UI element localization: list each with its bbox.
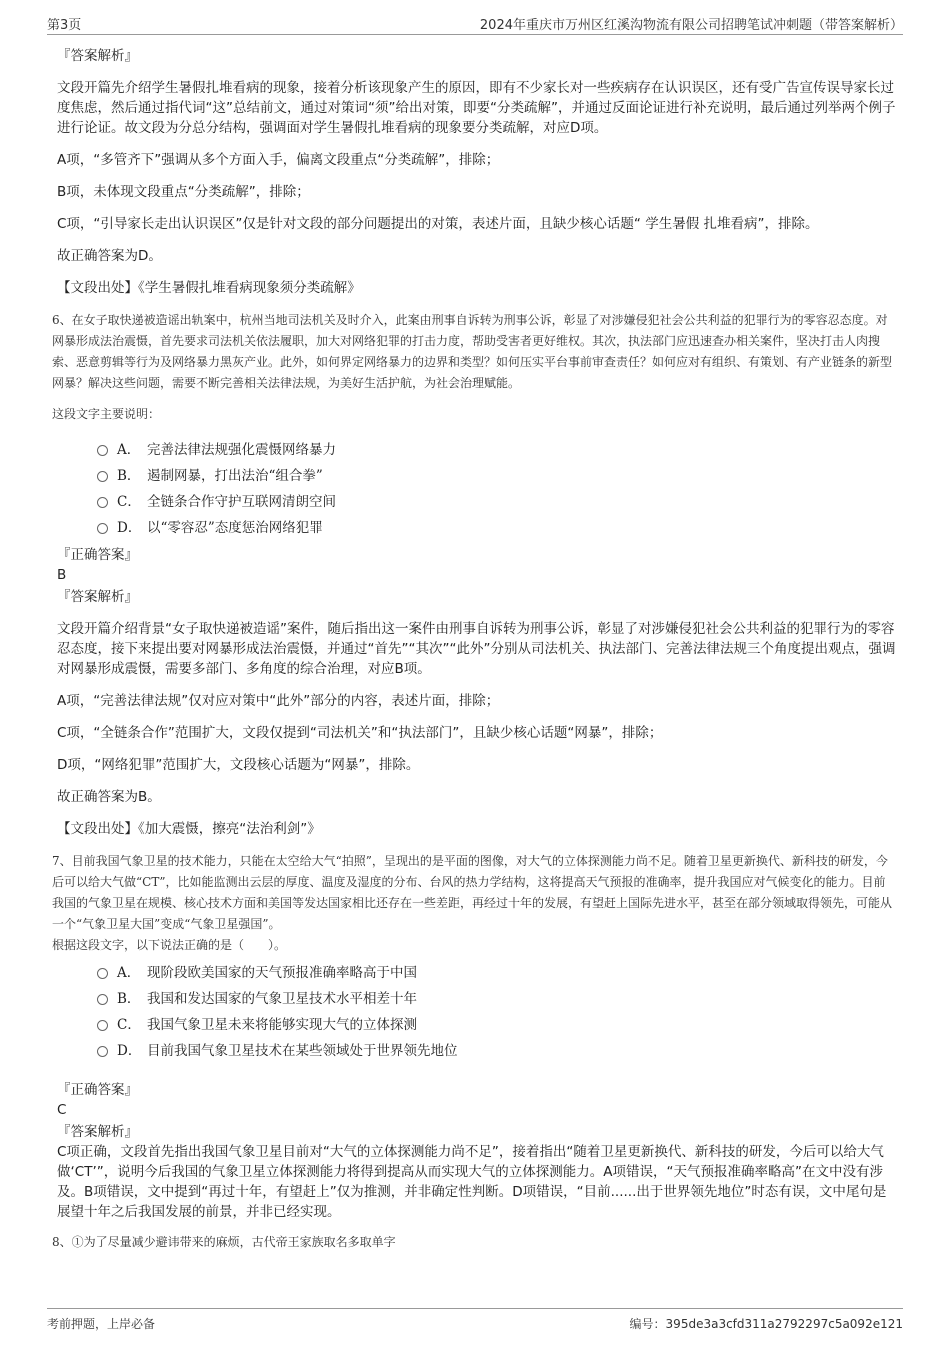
footer-slogan: 考前押题，上岸必备: [47, 1317, 156, 1331]
page-number: 第3页: [47, 18, 82, 33]
q5-analysis-label: 『答案解析』: [57, 48, 138, 64]
q6-analysis-text: 文段开篇介绍背景“女子取快递被造谣”案件，随后指出这一案件由刑事自诉转为刑事公诉，彰显了对涉嫌侵犯社会公共利益的犯罪行为的零容忍态度，接下来提出要对网暴形成法治震慑，并通过“首先”“其次”“此外”分别从司法机关、执法部门、完善法律法规三个角度提出观点，强调对网暴形成震慑，需要多部门、多角度的综合治理，对应B项。: [57, 621, 896, 677]
q6-question: 这段文字主要说明：: [52, 407, 161, 421]
q6-option-b[interactable]: B． 遏制网暴，打出法治“组合拳”: [97, 463, 897, 489]
q6-option-c[interactable]: C． 全链条合作守护互联网清朗空间: [97, 489, 897, 515]
q7-option-a[interactable]: A． 现阶段欧美国家的天气预报准确率略高于中国: [97, 960, 897, 986]
q7-analysis-text: C项正确，文段首先指出我国气象卫星目前对“大气的立体探测能力尚不足”，接着指出“随着卫星更新换代、新科技的研发，今后可以给大气做‘CT’”，说明今后我国的气象卫星立体探测能力将得到提高从而实现大气的立体探测能力。A项错误，“天气预报准确率略高”在文中没有涉及。B项错误，文中提到“再过十年，有望赶上”仅为推测，并非确定性判断。D项错误，“目前......出于世界领先地位”时态有误，文中尾句是展望十年之后我国发展的前景，并非已经实现。: [57, 1144, 887, 1220]
radio-icon[interactable]: [97, 968, 108, 979]
q6-options: [57, 437, 897, 541]
q5-option-a-note: A项，“多管齐下”强调从多个方面入手，偏离文段重点“分类疏解”，排除；: [57, 152, 500, 168]
q7-option-d[interactable]: D． 目前我国气象卫星技术在某些领域处于世界领先地位: [97, 1038, 897, 1064]
radio-icon[interactable]: [97, 1020, 108, 1031]
q6-answer-label: 『正确答案』: [57, 547, 138, 563]
q6-passage: 6、在女子取快递被造谣出轨案中，杭州当地司法机关及时介入，此案由刑事自诉转为刑事公诉，彰显了对涉嫌侵犯社会公共利益的犯罪行为的零容忍态度。对网暴形成法治震慑，首先要求司法机关依法履职，加大对网络犯罪的打击力度，帮助受害者更好维权。其次，执法部门应迅速查办相关案件，坚决打击人肉搜索、恶意剪辑等行为及网络暴力黑灰产业。此外，如何界定网络暴力的边界和类型？如何压实平台事前审查责任？如何应对有组织、有策划、有产业链条的新型网暴？解决这些问题，需要不断完善相关法律法规，为美好生活护航，为社会治理赋能。: [52, 313, 893, 390]
q6-answer: B: [57, 567, 67, 583]
radio-icon[interactable]: [97, 471, 108, 482]
page-header: [47, 12, 903, 35]
q5-option-c-note: C项，“引导家长走出认识误区”仅是针对文段的部分问题提出的对策，表述片面，且缺少核心话题“ 学生暑假 扎堆看病”，排除。: [57, 216, 819, 232]
document-code: 编号：395de3a3cfd311a2792297c5a092e121: [629, 1317, 903, 1331]
q6-option-d-note: D项，“网络犯罪”范围扩大，文段核心话题为“网暴”，排除。: [57, 757, 420, 773]
q8-passage: 8、①为了尽量减少避讳带来的麻烦，古代帝王家族取名多取单字: [52, 1235, 396, 1249]
q6-analysis-label: 『答案解析』: [57, 589, 138, 605]
page-content: [52, 40, 897, 1253]
q7-analysis-label: 『答案解析』: [57, 1124, 138, 1140]
radio-icon[interactable]: [97, 445, 108, 456]
radio-icon[interactable]: [97, 1046, 108, 1057]
radio-icon[interactable]: [97, 994, 108, 1005]
q5-option-b-note: B项，未体现文段重点“分类疏解”，排除；: [57, 184, 310, 200]
radio-icon[interactable]: [97, 523, 108, 534]
q6-option-a-note: A项，“完善法律法规”仅对应对策中“此外”部分的内容，表述片面，排除；: [57, 693, 500, 709]
document-title: 2024年重庆市万州区红溪沟物流有限公司招聘笔试冲刺题（带答案解析）: [479, 18, 903, 33]
q5-analysis-text: 文段开篇先介绍学生暑假扎堆看病的现象，接着分析该现象产生的原因，即有不少家长对一些疾病存在认识误区，还有受广告宣传误导家长过度焦虑，然后通过指代词“这”总结前文，通过对策词“须”给出对策，即要“分类疏解”，并通过反面论证进行补充说明，最后通过列举两个例子进行论证。故文段为分总分结构，强调面对学生暑假扎堆看病的现象要分类疏解，对应D项。: [57, 80, 896, 136]
q6-option-c-note: C项，“全链条合作”范围扩大，文段仅提到“司法机关”和“执法部门”，且缺少核心话题“网暴”，排除；: [57, 725, 663, 741]
q7-option-b[interactable]: B． 我国和发达国家的气象卫星技术水平相差十年: [97, 986, 897, 1012]
page-footer: [47, 1308, 903, 1335]
q6-option-d[interactable]: D． 以“零容忍”态度惩治网络犯罪: [97, 515, 897, 541]
q7-question: 根据这段文字，以下说法正确的是（ ）。: [52, 938, 287, 952]
radio-icon[interactable]: [97, 497, 108, 508]
q7-option-c[interactable]: C． 我国气象卫星未来将能够实现大气的立体探测: [97, 1012, 897, 1038]
q5-conclusion: 故正确答案为D。: [57, 248, 162, 264]
q7-answer-label: 『正确答案』: [57, 1082, 138, 1098]
q5-source: 【文段出处】《学生暑假扎堆看病现象须分类疏解》: [57, 280, 361, 296]
q7-passage: 7、目前我国气象卫星的技术能力，只能在太空给大气“拍照”，呈现出的是平面的图像，对大气的立体探测能力尚不足。随着卫星更新换代、新科技的研发，今后可以给大气做“CT”，比如能监测出云层的厚度、温度及湿度的分布、台风的热力学结构，这将提高天气预报的准确率，提升我国应对气候变化的能力。目前我国的气象卫星在规模、核心技术方面和美国等发达国家相比还存在一些差距，再经过十年的发展，有望赶上国际先进水平，甚至在部分领域取得领先，可能从一个“气象卫星大国”变成“气象卫星强国”。: [52, 854, 893, 931]
q6-conclusion: 故正确答案为B。: [57, 789, 161, 805]
q7-options: [57, 960, 897, 1064]
q6-option-a[interactable]: A． 完善法律法规强化震慑网络暴力: [97, 437, 897, 463]
q6-source: 【文段出处】《加大震慑，擦亮“法治利剑”》: [57, 821, 321, 837]
q7-answer: C: [57, 1102, 67, 1118]
